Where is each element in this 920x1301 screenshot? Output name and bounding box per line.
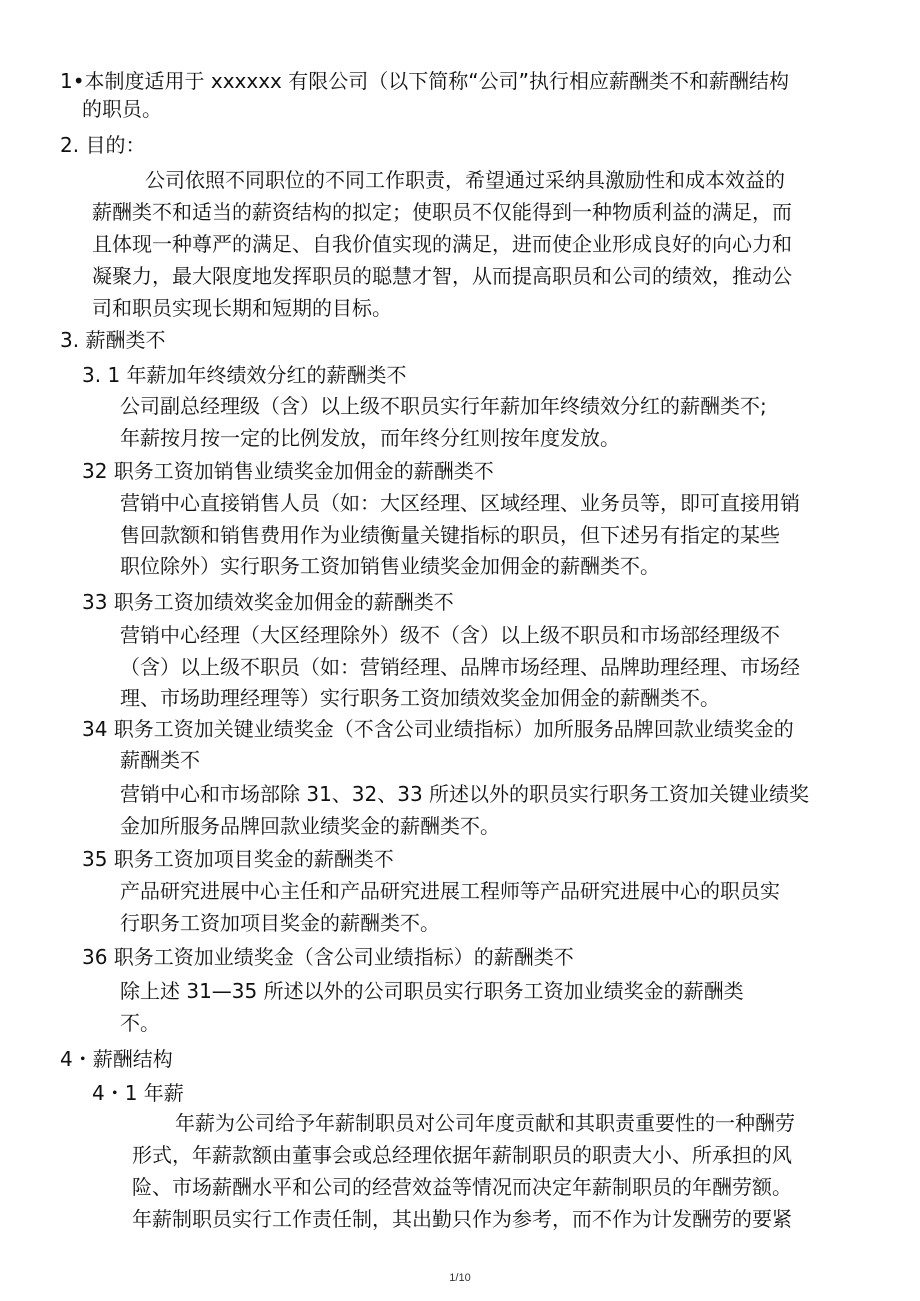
text-line: 不。: [120, 1011, 160, 1035]
text-line: 公司依照不同职位的不同工作职责，希望通过采纳具激励性和成本效益的: [145, 168, 785, 192]
subsection-heading: 35 职务工资加项目奖金的薪酬类不: [82, 847, 394, 871]
text-line: 凝聚力，最大限度地发挥职员的聪慧才智，从而提高职员和公司的绩效，推动公: [92, 264, 792, 288]
subsection-heading: 34 职务工资加关键业绩奖金（不含公司业绩指标）加所服务品牌回款业绩奖金的: [82, 717, 794, 741]
section-heading: 4・薪酬结构: [60, 1047, 173, 1071]
subsection-heading: 33 职务工资加绩效奖金加佣金的薪酬类不: [82, 590, 454, 614]
subsection-heading: 4・1 年薪: [92, 1081, 184, 1105]
text-line: 产品研究进展中心主任和产品研究进展工程师等产品研究进展中心的职员实: [120, 879, 780, 903]
subsection-heading: 3. 1 年薪加年终绩效分红的薪酬类不: [82, 363, 407, 387]
text-line: （含）以上级不职员（如：营销经理、品牌市场经理、品牌助理经理、市场经: [120, 655, 800, 679]
section-heading: 3. 薪酬类不: [60, 328, 166, 352]
subsection-heading: 32 职务工资加销售业绩奖金加佣金的薪酬类不: [82, 459, 494, 483]
text-line: 年薪为公司给予年薪制职员对公司年度贡献和其职责重要性的一种酬劳: [175, 1111, 795, 1135]
text-line: 的职员。: [82, 97, 162, 121]
text-line: 营销中心直接销售人员（如：大区经理、区域经理、业务员等，即可直接用销: [120, 491, 800, 515]
text-line: 年薪按月按一定的比例发放，而年终分红则按年度发放。: [120, 426, 620, 450]
text-line: 1•本制度适用于 xxxxxx 有限公司（以下简称“公司”执行相应薪酬类不和薪酬结构: [60, 69, 789, 93]
text-line: 售回款额和销售费用作为业绩衡量关键指标的职员，但下述另有指定的某些: [120, 523, 780, 547]
text-line: 形式，年薪款额由董事会或总经理依据年薪制职员的职责大小、所承担的风: [132, 1143, 792, 1167]
page-number: 1/10: [449, 1272, 471, 1284]
subsection-heading: 36 职务工资加业绩奖金（含公司业绩指标）的薪酬类不: [82, 945, 574, 969]
text-line: 职位除外）实行职务工资加销售业绩奖金加佣金的薪酬类不。: [120, 554, 660, 578]
text-line: 薪酬类不: [120, 748, 200, 772]
text-line: 营销中心经理（大区经理除外）级不（含）以上级不职员和市场部经理级不: [120, 623, 780, 647]
section-heading: 2. 目的：: [60, 133, 146, 157]
text-line: 且体现一种尊严的满足、自我价值实现的满足，进而使企业形成良好的向心力和: [92, 232, 792, 256]
text-line: 司和职员实现长期和短期的目标。: [92, 296, 392, 320]
text-line: 金加所服务品牌回款业绩奖金的薪酬类不。: [120, 814, 500, 838]
text-line: 年薪制职员实行工作责任制，其出勤只作为参考，而不作为计发酬劳的要紧: [132, 1207, 792, 1231]
text-line: 营销中心和市场部除 31、32、33 所述以外的职员实行职务工资加关键业绩奖: [120, 782, 810, 806]
text-line: 行职务工资加项目奖金的薪酬类不。: [120, 911, 440, 935]
text-line: 薪酬类不和适当的薪资结构的拟定；使职员不仅能得到一种物质利益的满足，而: [92, 200, 792, 224]
text-line: 公司副总经理级（含）以上级不职员实行年薪加年终绩效分红的薪酬类不;: [120, 394, 767, 418]
text-line: 除上述 31—35 所述以外的公司职员实行职务工资加业绩奖金的薪酬类: [120, 979, 744, 1003]
text-line: 险、市场薪酬水平和公司的经营效益等情况而决定年薪制职员的年酬劳额。: [132, 1175, 792, 1199]
text-line: 理、市场助理经理等）实行职务工资加绩效奖金加佣金的薪酬类不。: [120, 686, 720, 710]
